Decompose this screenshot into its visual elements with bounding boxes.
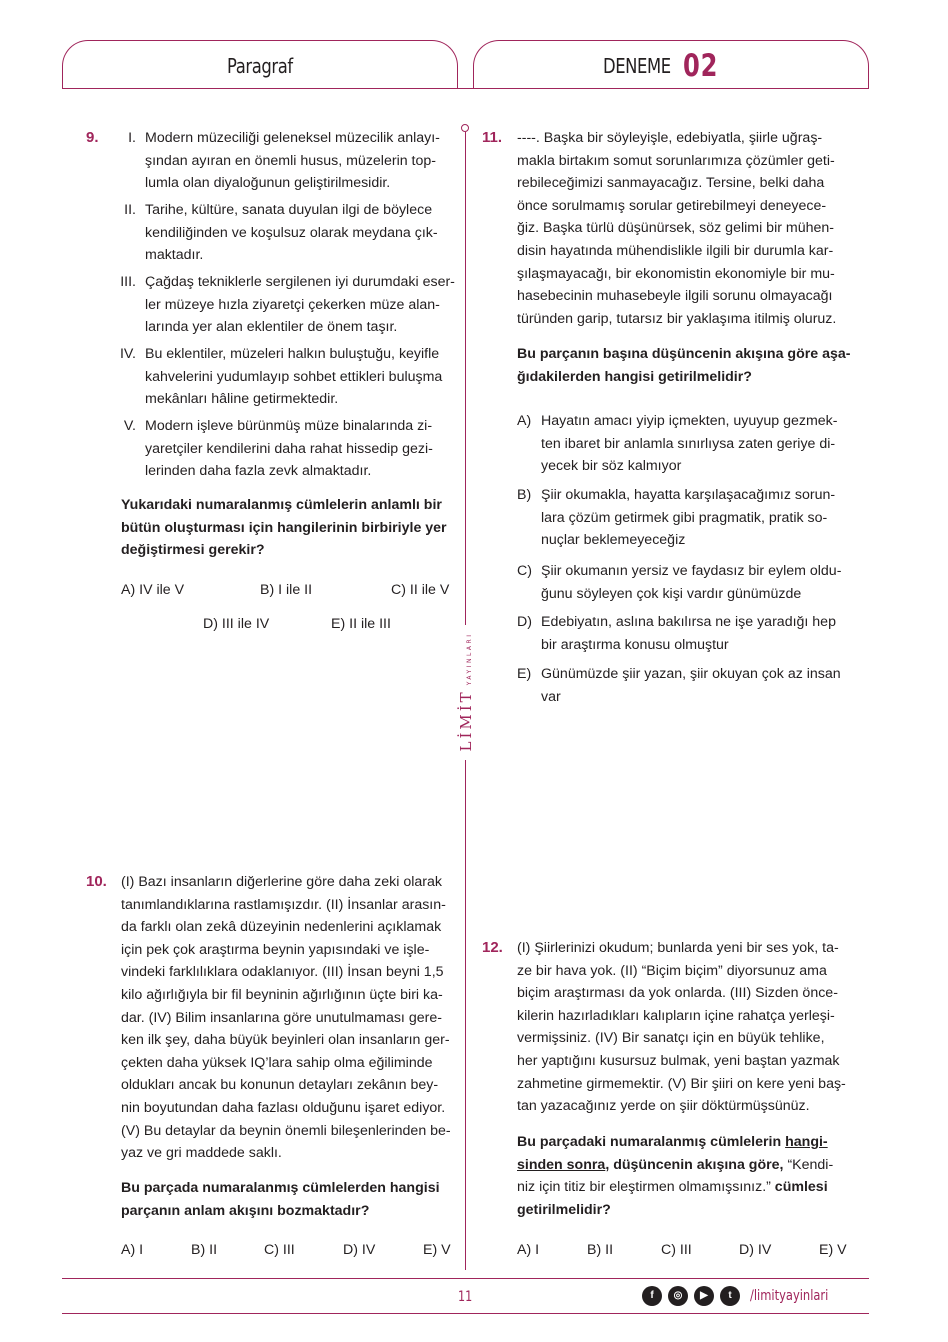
q10-paragraph-line: dar. (IV) Bilim insanlarına göre unutulmaması gere- (121, 1009, 442, 1026)
q12-answer-c[interactable]: C) III (661, 1242, 692, 1258)
q9-statement (145, 343, 457, 411)
q12-paragraph-line: kilerin hazırladıkları kalıpların içine rahatça yerleşi- (517, 1007, 835, 1024)
option-text-line: Şiir okumanın yersiz ve faydasız bir eylem oldu- (541, 563, 842, 579)
option-text-line: var (541, 688, 561, 705)
q12-paragraph-line: biçim araştırması da yok onlarda. (III) Sizden önce- (517, 985, 838, 1002)
q12-q-part: Bu parçadaki numaralanmış cümlelerin (517, 1134, 786, 1150)
q9-statement-line: lumla olan diyaloğunun geliştirilmesidir. (145, 175, 391, 192)
q12-answer-a[interactable]: A) I (517, 1242, 540, 1258)
option-text-line: Şiir okumakla, hayatta karşılaşacağımız sorun- (541, 487, 836, 503)
youtube-icon[interactable]: ▶ (694, 1286, 714, 1306)
q11-paragraph-line: ğiz. Başka türlü düşünürsek, söz gelimi bir mühen- (517, 220, 834, 237)
q9-statement-line: şından ayıran en önemli husus, müzelerin top- (145, 152, 437, 169)
q11-question-line: ğıdakilerden hangisi getirilmelidir? (517, 368, 752, 385)
q10-question-line: parçanın anlam akışını bozmaktadır? (121, 1202, 370, 1219)
footer-line-top (62, 1278, 869, 1279)
q9-answer-a[interactable]: A) IV ile V (121, 582, 185, 598)
q9-statement-line: kahvelerini yudumlayıp sohbet ettikleri buluşma (145, 368, 443, 385)
q10-answer-b[interactable]: B) II (191, 1242, 218, 1258)
q10-answer-d[interactable]: D) IV (343, 1242, 376, 1258)
option-text-line: Edebiyatın, aslına bakılırsa ne işe yaradığı hep (541, 614, 836, 630)
q12-paragraph-line: ze bir hava yok. (II) “Biçim biçim” diyorsunuz ama (517, 962, 827, 979)
q9-statement (145, 127, 457, 195)
option-text-line: yecek bir söz kalmıyor (541, 458, 682, 475)
q11-paragraph-line: hasebecinin muhasebeyle ilgili sorunu olmayacağı (517, 288, 833, 305)
q12-paragraph-line: vermişsiniz. (IV) Bir sanatçı için en büyük tehlike, (517, 1030, 825, 1047)
q9-question-line: bütün oluşturması için hangilerinin birbiriyle yer (121, 519, 447, 536)
twitter-icon[interactable]: t (720, 1286, 740, 1306)
q12-q-part: , düşüncenin akışına göre, (605, 1156, 788, 1173)
page-number: 11 (458, 1289, 473, 1305)
q9-statement-line: lerinden daha fazla zevk almaktadır. (145, 463, 372, 480)
q12-question-line (517, 1131, 852, 1154)
subject-title: Paragraf (227, 54, 293, 78)
option-text-line: lara çözüm getirmek gibi pragmatik, pratik so- (541, 509, 828, 526)
q11-paragraph-line: ----. Başka bir söyleyişle, edebiyatla, şiirle uğraş- (517, 130, 823, 146)
question-number-9: 9. (86, 129, 99, 146)
option-text (541, 484, 851, 552)
q9-roman-numeral: II. (124, 202, 136, 218)
option-text-line: nuçlar beklemeyeceğiz (541, 532, 686, 549)
brand-sub: YAYINLARI (466, 632, 473, 686)
question-number-12: 12. (482, 939, 503, 956)
option-label: B) (517, 487, 532, 503)
q12-paragraph (517, 937, 852, 1118)
option-text (541, 611, 851, 656)
q10-paragraph-line: için pek çok araştırma beynin yapısındaki ve işle- (121, 941, 430, 958)
q12-q-quote: niz için titiz bir eleştirmen olmamışsınız.” (517, 1179, 771, 1196)
q11-paragraph-line: türünden garip, tutarsız bir yaklaşıma itilmiş oluruz. (517, 310, 837, 327)
q9-statement-line: maktadır. (145, 247, 204, 264)
social-handle[interactable]: /limityayinlari (750, 1288, 829, 1304)
q9-roman-numeral: I. (128, 130, 136, 146)
q12-paragraph-line: tan yazacağınız yerde on şiir döktürmüşsünüz. (517, 1098, 810, 1115)
q12-question-line (517, 1154, 852, 1177)
q10-answer-a[interactable]: A) I (121, 1242, 144, 1258)
brand-name: LİMİT (457, 689, 475, 752)
footer-line-bottom (62, 1313, 869, 1314)
q10-paragraph-line: vindeki farklılıklara odaklanıyor. (III) İnsan beyni 1,5 (121, 964, 444, 981)
option-text-line: bir araştırma konusu olmuştur (541, 636, 729, 653)
question-number-10: 10. (86, 873, 107, 890)
q11-paragraph-line: önce sorulmamış sorular getirebilmeyi deneyece- (517, 197, 827, 214)
q12-paragraph-line: her yaptığını kusursuz bulmak, yeni baştan yazmak (517, 1052, 840, 1069)
q12-q-quote: “Kendi- (787, 1156, 834, 1173)
q10-paragraph-line: (V) Bu detaylar da beynin önemli bileşenlerinden be- (121, 1122, 451, 1139)
q12-question-line (517, 1176, 852, 1199)
exam-number: 02 (683, 48, 719, 84)
q9-statement (145, 199, 457, 267)
q11-option-c[interactable] (517, 560, 857, 605)
q10-question-line: Bu parçada numaralanmış cümlelerden hangisi (121, 1180, 440, 1196)
q9-answer-e[interactable]: E) II ile III (331, 616, 391, 632)
q11-option-a[interactable] (517, 410, 857, 478)
q9-statement-line: mekânları hâline getirmektedir. (145, 391, 339, 408)
option-text (541, 560, 851, 605)
q12-q-underline: hangi- (785, 1134, 828, 1150)
q9-roman-numeral: V. (123, 418, 136, 434)
instagram-icon[interactable]: ◎ (668, 1286, 688, 1306)
q11-paragraph-line: rebileceğimizi sanmayacağız. Tersine, belki daha (517, 175, 825, 192)
q11-option-b[interactable] (517, 484, 857, 552)
divider-dot (461, 124, 469, 132)
q9-statement (145, 415, 457, 483)
q10-paragraph-line: ken ilk şey, daha büyük beyinleri olan insanların ger- (121, 1032, 450, 1049)
q9-statement-line: Modern müzeciliği geleneksel müzecilik anlayı- (145, 130, 440, 146)
q11-paragraph-line: makla birtakım somut sorunlarımıza çözümler geti- (517, 152, 835, 169)
q9-statement-line: Tarihe, kültüre, sanata duyulan ilgi de böylece (145, 202, 433, 218)
header-underline (62, 88, 869, 89)
option-text-line: Günümüzde şiir yazan, şiir okuyan çok az insan (541, 666, 841, 682)
q9-question (121, 494, 456, 562)
q9-roman-numeral: IV. (119, 346, 136, 362)
q10-paragraph-line: nin boyutundan daha fazlası olduğunu işaret ediyor. (121, 1099, 446, 1116)
q12-answer-e[interactable]: E) V (819, 1242, 847, 1258)
q12-paragraph-line: (I) Şiirlerinizi okudum; bunlarda yeni bir ses yok, ta- (517, 940, 839, 956)
exam-label: DENEME (603, 54, 671, 78)
question-number-11: 11. (482, 129, 503, 146)
q11-question-line: Bu parçanın başına düşüncenin akışına göre aşa- (517, 346, 851, 362)
q12-answer-b[interactable]: B) II (587, 1242, 614, 1258)
q11-option-e[interactable] (517, 663, 857, 708)
option-text-line: ten ibaret bir anlamla sınırlıysa zaten geriye di- (541, 435, 836, 452)
q9-answer-d[interactable]: D) III ile IV (203, 616, 270, 632)
q9-statement-line: Çağdaş tekniklerle sergilenen iyi durumdaki eser- (145, 274, 455, 290)
q12-answer-d[interactable]: D) IV (739, 1242, 772, 1258)
option-text (541, 410, 851, 478)
q10-question (121, 1177, 456, 1222)
q11-paragraph-line: şılaşmayacağı, bir ekonomistin ekonomiyle bir mu- (517, 265, 835, 282)
q10-paragraph-line: (I) Bazı insanların diğerlerine göre daha zeki olarak (121, 874, 442, 890)
q10-paragraph-line: çekten daha yüksek IQ’lara sahip olma eğiliminde (121, 1054, 433, 1071)
q11-question (517, 343, 852, 388)
brand-logo (457, 633, 475, 752)
option-label: A) (517, 413, 532, 429)
option-text-line: ğunu söyleyen çok kişi vardır günümüzde (541, 585, 802, 602)
q9-question-line: Yukarıdaki numaralanmış cümlelerin anlamlı bir (121, 497, 442, 513)
q12-question-line: getirilmelidir? (517, 1201, 611, 1218)
q9-statement-line: yaretçiler kendilerini daha rahat hissedip gezi- (145, 440, 433, 457)
q11-paragraph-line: disin hayatında mühendislikle ilgili bir durumla kar- (517, 242, 834, 259)
option-label: E) (517, 666, 532, 682)
q9-statement-line: Modern işleve bürünmüş müze binalarında zi- (145, 418, 433, 434)
q10-paragraph-line: da farklı olan zekâ düzeyinin nedenlerini açıklamak (121, 919, 442, 936)
q11-paragraph (517, 127, 852, 330)
option-label: D) (517, 614, 532, 630)
q10-paragraph (121, 871, 456, 1165)
facebook-icon[interactable]: f (642, 1286, 662, 1306)
q12-paragraph-line: zahmetine girmemektir. (V) Bir şiiri on kere yeni baş- (517, 1075, 846, 1092)
q12-question (517, 1131, 852, 1221)
q10-answer-e[interactable]: E) V (423, 1242, 451, 1258)
option-text-line: Hayatın amacı yiyip içmekten, uyuyup gezmek- (541, 413, 838, 429)
q9-statement-line: ler müzeye hızla ziyaretçi çekerken müze alan- (145, 296, 440, 313)
header-right-box (473, 40, 869, 89)
q9-question-line: değiştirmesi gerekir? (121, 542, 265, 559)
q9-answer-c[interactable]: C) II ile V (391, 582, 450, 598)
option-text (541, 663, 851, 708)
q10-paragraph-line: tanımlandıklarına rastlamışızdır. (II) İnsanlar arasın- (121, 896, 446, 913)
q9-roman-numeral: III. (120, 274, 136, 290)
q10-paragraph-line: oldukları ancak bu konunun detayları zekânın bey- (121, 1077, 439, 1094)
q10-paragraph-line: kilo ağırlığıyla bir fil beyninin ağırlığının üçte biri ka- (121, 986, 443, 1003)
q9-answer-b[interactable]: B) I ile II (260, 582, 313, 598)
option-label: C) (517, 563, 532, 579)
q9-statement-line: Bu eklentiler, müzeleri halkın buluştuğu, keyifle (145, 346, 440, 362)
q12-q-part: cümlesi (770, 1179, 828, 1196)
q9-statement-line: kendiliğinden ve koşulsuz olarak meydana çık- (145, 224, 438, 241)
q9-statement (145, 271, 457, 339)
q12-q-underline: sinden sonra (517, 1156, 606, 1173)
q10-answer-c[interactable]: C) III (264, 1242, 295, 1258)
q11-option-d[interactable] (517, 611, 857, 656)
q9-statement-line: larında yer alan eklentiler de önem taşır. (145, 319, 398, 336)
q10-paragraph-line: yaz ve gri maddede saklı. (121, 1145, 282, 1162)
